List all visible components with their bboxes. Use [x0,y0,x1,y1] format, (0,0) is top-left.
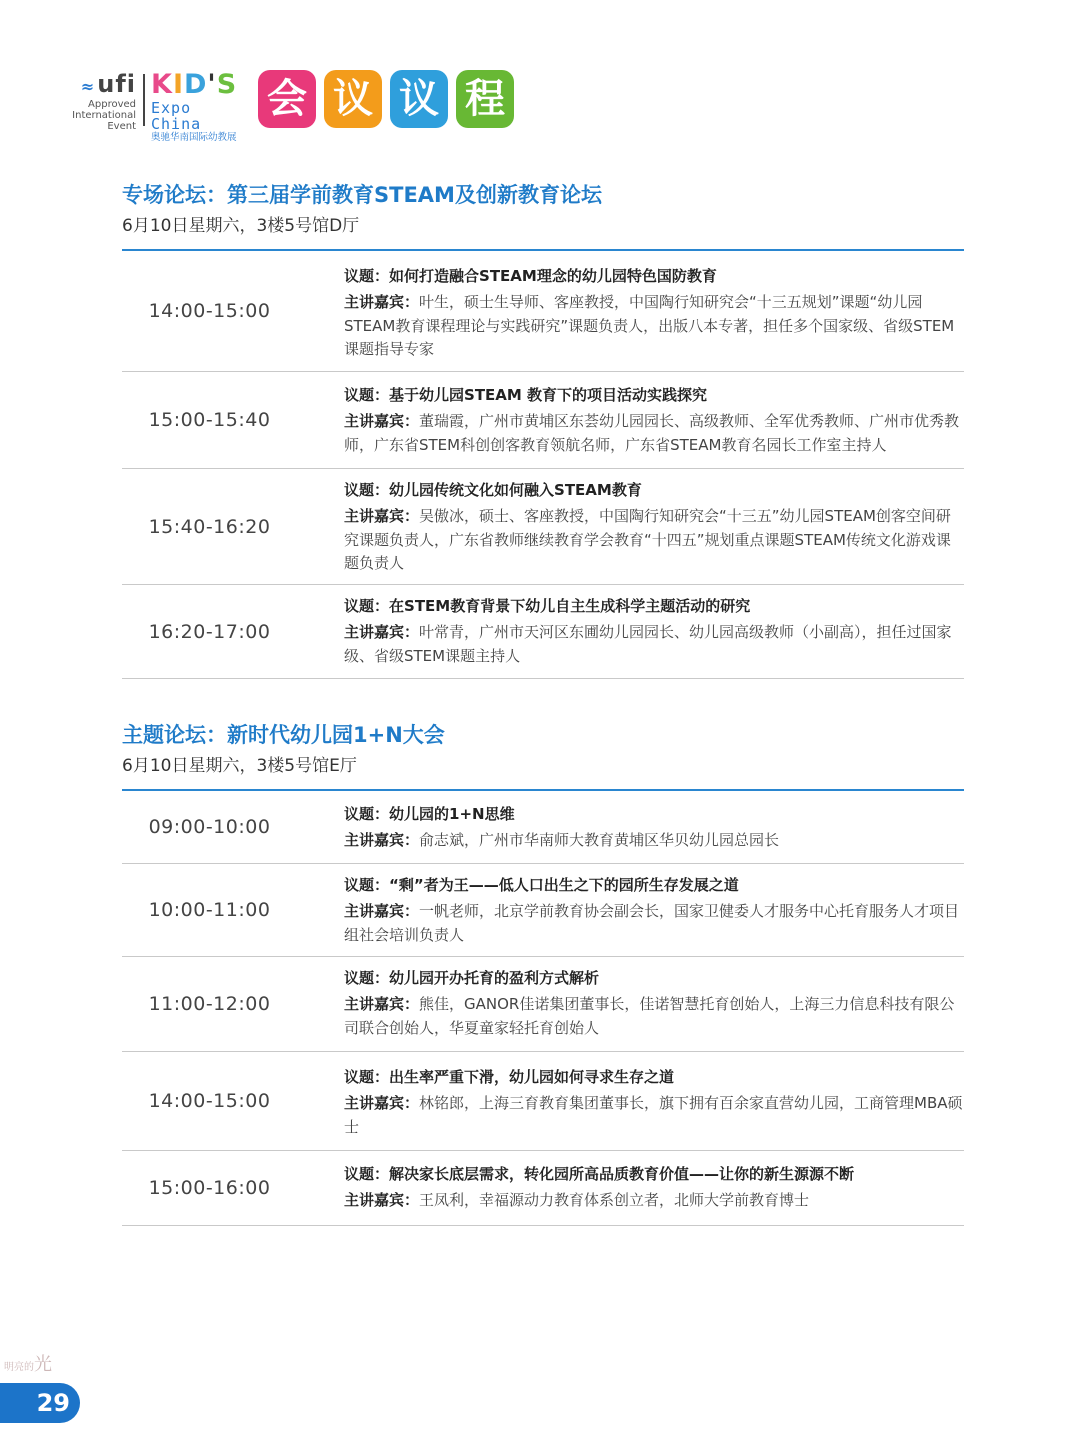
speaker-text: 叶常青，广州市天河区东圃幼儿园园长、幼儿园高级教师（小副高），担任过国家级、省级STEM课题主持人 [344,623,952,665]
topic-text: 幼儿园传统文化如何融入STEAM教育 [389,481,642,499]
session-topic [344,479,964,502]
ufi-line-international: International [72,110,136,121]
kids-letter-s: S [216,69,238,100]
forum-section-1n [122,720,964,1226]
topic-label: 议题： [344,969,390,987]
session-row [122,585,964,679]
kids-apostrophe: ' [207,69,217,100]
section-title: 专场论坛：第三届学前教育STEAM及创新教育论坛 [122,183,602,207]
session-content [297,251,964,371]
session-speaker [344,900,964,947]
logo-divider [143,74,145,126]
session-row [122,251,964,372]
session-topic [344,595,964,618]
topic-label: 议题： [344,1165,390,1183]
kids-cn-text: 奥驰华南国际幼教展 [151,132,237,143]
topic-label: 议题： [344,386,390,404]
session-time: 15:00-16:00 [148,1177,271,1199]
speaker-label: 主讲嘉宾： [344,507,420,525]
session-row [122,1052,964,1151]
session-content [297,469,964,584]
topic-text: 幼儿园开办托育的盈利方式解析 [389,969,600,987]
session-topic [344,967,964,990]
session-row [122,1151,964,1226]
session-speaker [344,410,964,457]
session-time: 14:00-15:00 [148,1090,271,1112]
ufi-line-approved: Approved [88,99,136,110]
session-speaker [344,993,964,1040]
session-row [122,791,964,864]
footer-watermark [4,1350,52,1376]
speaker-text: 熊佳，GANOR佳诺集团董事长，佳诺智慧托育创始人，上海三力信息科技有限公司联合创始人，华夏童家轻托育创始人 [344,995,955,1037]
ufi-mark: ≈ ufi [68,72,136,99]
session-speaker [344,1092,964,1139]
topic-label: 议题： [344,876,390,894]
kids-letter-d: D [183,69,208,100]
speaker-label: 主讲嘉宾： [344,1191,420,1209]
title-badge-1: 会 [258,70,316,128]
topic-text: 解决家长底层需求，转化园所高品质教育价值——让你的新生源源不断 [389,1165,855,1183]
topic-label: 议题： [344,597,390,615]
speaker-text: 俞志斌，广州市华南师大教育黄埔区华贝幼儿园总园长 [419,831,780,849]
session-content [297,372,964,468]
speaker-label: 主讲嘉宾： [344,623,420,641]
session-speaker [344,621,964,668]
session-topic [344,1066,964,1089]
speaker-text: 吴傲冰，硕士、客座教授，中国陶行知研究会“十三五”幼儿园STEAM创客空间研究课题负责人，广东省教师继续教育学会教育“十四五”规划重点课题STEAM传统文化游戏课题负责人 [344,507,951,572]
title-badge-4: 程 [456,70,514,128]
session-row [122,957,964,1052]
topic-label: 议题： [344,1068,390,1086]
speaker-text: 林铭郎，上海三育教育集团董事长，旗下拥有百余家直营幼儿园，工商管理MBA硕士 [344,1094,963,1136]
speaker-text: 叶生，硕士生导师、客座教授，中国陶行知研究会“十三五规划”课题“幼儿园STEAM教育课程理论与实践研究”课题负责人，出版八本专著，担任多个国家级、省级STEM课题指导专家 [344,293,955,358]
session-topic [344,265,964,288]
session-topic [344,1163,964,1186]
ufi-line-event: Event [107,121,136,132]
session-speaker [344,829,964,853]
session-time: 15:00-15:40 [148,409,271,431]
speaker-label: 主讲嘉宾： [344,902,420,920]
forum-section-steam [122,180,964,679]
session-time: 09:00-10:00 [148,816,271,838]
session-speaker [344,505,964,576]
session-content [297,1151,964,1225]
topic-text: 如何打造融合STEAM理念的幼儿园特色国防教育 [389,267,717,285]
title-badge-2: 议 [324,70,382,128]
session-content [297,1052,964,1150]
session-time: 11:00-12:00 [148,993,271,1015]
section-subtitle: 6月10日星期六，3楼5号馆E厅 [122,756,357,776]
session-row [122,469,964,585]
session-speaker [344,1189,964,1213]
speaker-label: 主讲嘉宾： [344,293,420,311]
title-badge-3: 议 [390,70,448,128]
footer-mark-small: 明亮的 [4,1362,34,1373]
session-topic [344,874,964,897]
ufi-logo [68,72,136,132]
speaker-label: 主讲嘉宾： [344,1094,420,1112]
session-content [297,957,964,1051]
topic-label: 议题： [344,481,390,499]
topic-label: 议题： [344,805,390,823]
session-time: 15:40-16:20 [148,515,271,538]
session-topic [344,384,964,407]
section-title: 主题论坛：新时代幼儿园1+N大会 [122,723,445,747]
session-row [122,372,964,469]
session-row [122,864,964,957]
session-speaker [344,291,964,362]
topic-text: 幼儿园的1+N思维 [389,805,515,823]
session-content [297,864,964,956]
kids-letter-i: I [172,69,184,100]
speaker-label: 主讲嘉宾： [344,412,420,430]
kids-letter-k: K [151,69,173,100]
session-topic [344,803,964,826]
topic-text: 出生率严重下滑，幼儿园如何寻求生存之道 [389,1068,675,1086]
speaker-label: 主讲嘉宾： [344,831,420,849]
kids-expo-logo [151,70,251,144]
speaker-text: 董瑞霞，广州市黄埔区东荟幼儿园园长、高级教师、全军优秀教师、广州市优秀教师，广东省STEM科创创客教育领航名师，广东省STEAM教育名园长工作室主持人 [344,412,960,454]
topic-text: 在STEM教育背景下幼儿自主生成科学主题活动的研究 [389,597,751,615]
kids-wordmark [151,70,251,100]
footer-mark-big: 光 [34,1354,52,1375]
session-content [297,791,964,863]
kids-expo-text: Expo China [151,99,202,133]
speaker-text: 一帆老师，北京学前教育协会副会长，国家卫健委人才服务中心托育服务人才项目组社会培训负责人 [344,902,960,944]
session-content [297,585,964,678]
section-subtitle: 6月10日星期六，3楼5号馆D厅 [122,216,360,236]
session-time: 16:20-17:00 [148,620,271,643]
page-title-badges [258,70,514,128]
speaker-label: 主讲嘉宾： [344,995,420,1013]
session-time: 10:00-11:00 [148,899,271,921]
speaker-text: 王凤利，幸福源动力教育体系创立者，北师大学前教育博士 [419,1191,810,1209]
page-number: 29 [0,1383,80,1423]
topic-text: “剩”者为王——低人口出生之下的园所生存发展之道 [389,876,739,894]
topic-label: 议题： [344,267,390,285]
topic-text: 基于幼儿园STEAM 教育下的项目活动实践探究 [389,386,708,404]
session-time: 14:00-15:00 [148,300,271,322]
